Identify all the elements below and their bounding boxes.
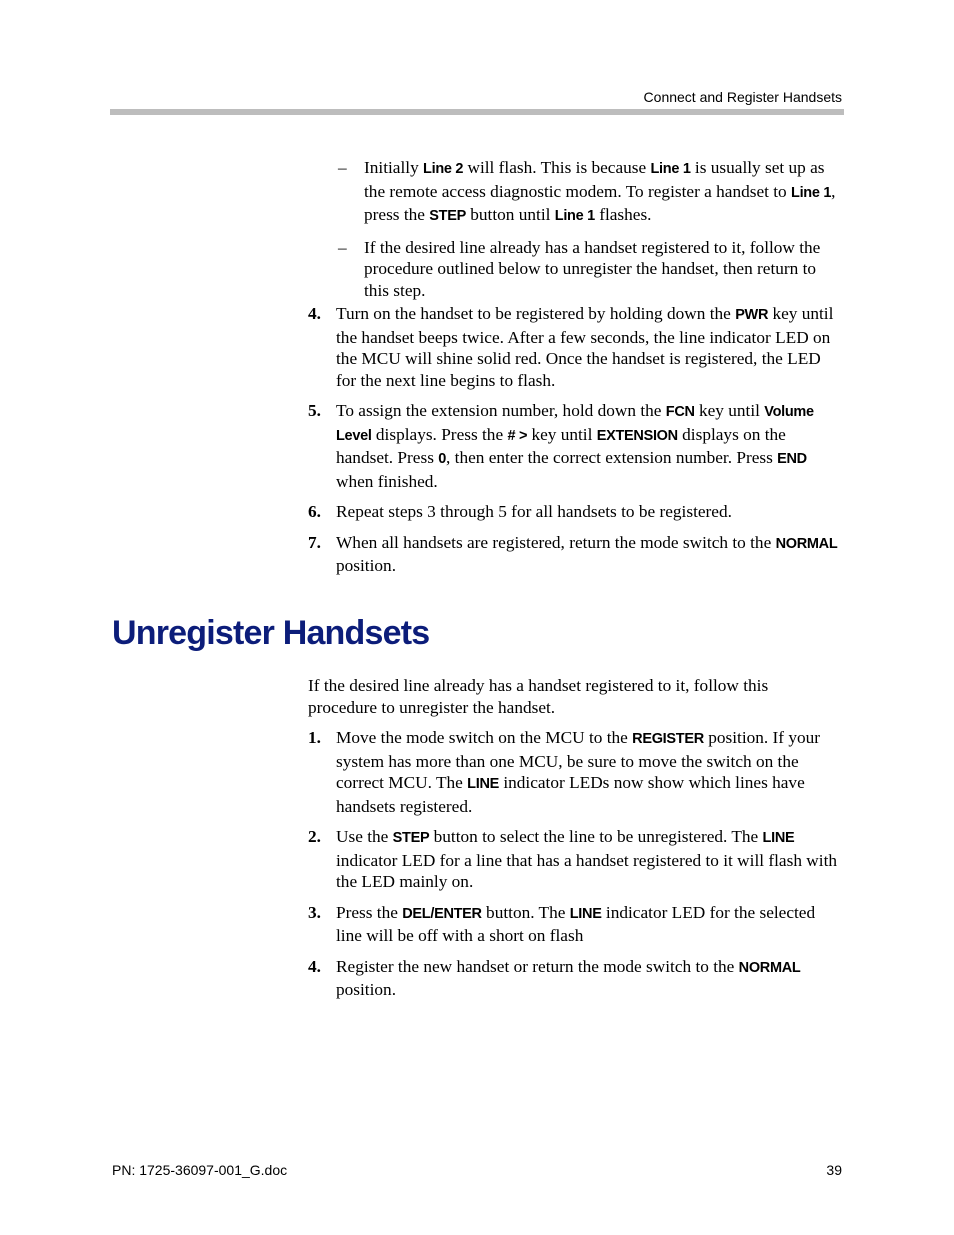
keyword: PWR [735,307,769,323]
dash-marker: – [338,237,347,257]
step-number: 6. [308,502,321,521]
keyword: Line 1 [791,184,832,201]
footer-part-number: PN: 1725-36097-001_G.doc [112,1162,288,1178]
section-title: Unregister Handsets [112,614,430,652]
keyword: DEL/ENTER [402,905,482,922]
running-header: Connect and Register Handsets [643,89,842,105]
list-item [308,956,843,1001]
list-item [308,400,843,492]
list-item [308,902,843,947]
keyword: # > [507,427,528,444]
footer-page-number: 39 [826,1162,842,1178]
keyword: FCN [665,404,695,420]
unregister-steps-list [308,727,843,1010]
keyword: EXTENSION [596,427,678,444]
step-number: 2. [308,827,321,846]
step-number: 5. [308,401,321,420]
step-number: 1. [308,728,321,747]
dash-list [338,157,843,310]
keyword: LINE [467,776,500,792]
keyword: Line 1 [650,161,691,177]
list-item [308,532,843,577]
list-item [308,501,843,523]
step-text: Turn on the handset to be registered by holding down the PWR key until the handset beeps twice. After a few seconds, the line indicator LED on the MCU will shine solid red. Once the handset is registered, the LED for the next line begins to flash. [336,304,834,390]
step-text: When all handsets are registered, return the mode switch to the NORMAL position. [336,532,838,575]
keyword: REGISTER [632,731,704,747]
keyword: NORMAL [775,535,838,552]
step-text: Repeat steps 3 through 5 for all handsets to be registered. [336,502,732,521]
keyword: LINE [762,830,795,846]
step-number: 4. [308,956,321,976]
step-number: 7. [308,532,321,552]
section-intro: If the desired line already has a handset registered to it, follow this procedure to unregister the handset. [308,676,769,717]
dash-item [338,157,843,228]
register-steps-list [308,303,843,586]
dash-marker: – [338,158,347,177]
keyword: STEP [429,208,466,224]
dash-item-text: Initially Line 2 will flash. This is because Line 1 is usually set up as the remote access diagnostic modem. To register a handset to Line 1, press the STEP button until Line 1 flashes. [364,158,836,224]
keyword: 0 [438,451,447,467]
keyword: STEP [392,830,430,846]
step-text: Register the new handset or return the mode switch to the NORMAL position. [336,956,801,999]
dash-item [338,237,843,302]
keyword: END [777,451,807,467]
keyword: Line 1 [554,208,595,224]
header-rule [110,109,844,115]
step-text: To assign the extension number, hold down the FCN key until Volume Level displays. Press the # > key until EXTENSION displays on the handset. Press 0, then enter the correct extension number. Press END when finished. [336,401,814,491]
step-number: 3. [308,902,321,922]
step-text: Use the STEP button to select the line to be unregistered. The LINE indicator LED for a line that has a handset registered to it will flash with the LED mainly on. [336,827,838,891]
step-number: 4. [308,304,321,323]
keyword: NORMAL [738,959,801,976]
step-text: Press the DEL/ENTER button. The LINE indicator LED for the selected line will be off with a short on flash [336,902,816,945]
keyword: Line 2 [423,161,464,177]
list-item [308,727,843,817]
list-item [308,303,843,391]
keyword: LINE [569,905,602,922]
list-item [308,826,843,893]
keyword: Volume Level [336,404,814,444]
step-text: Move the mode switch on the MCU to the REGISTER position. If your system has more than one MCU, be sure to move the switch on the correct MCU. The LINE indicator LEDs now show which lines have handsets registered. [336,728,821,816]
dash-item-text: If the desired line already has a handset registered to it, follow the procedure outlined below to unregister the handset, then return to this step. [364,237,821,300]
